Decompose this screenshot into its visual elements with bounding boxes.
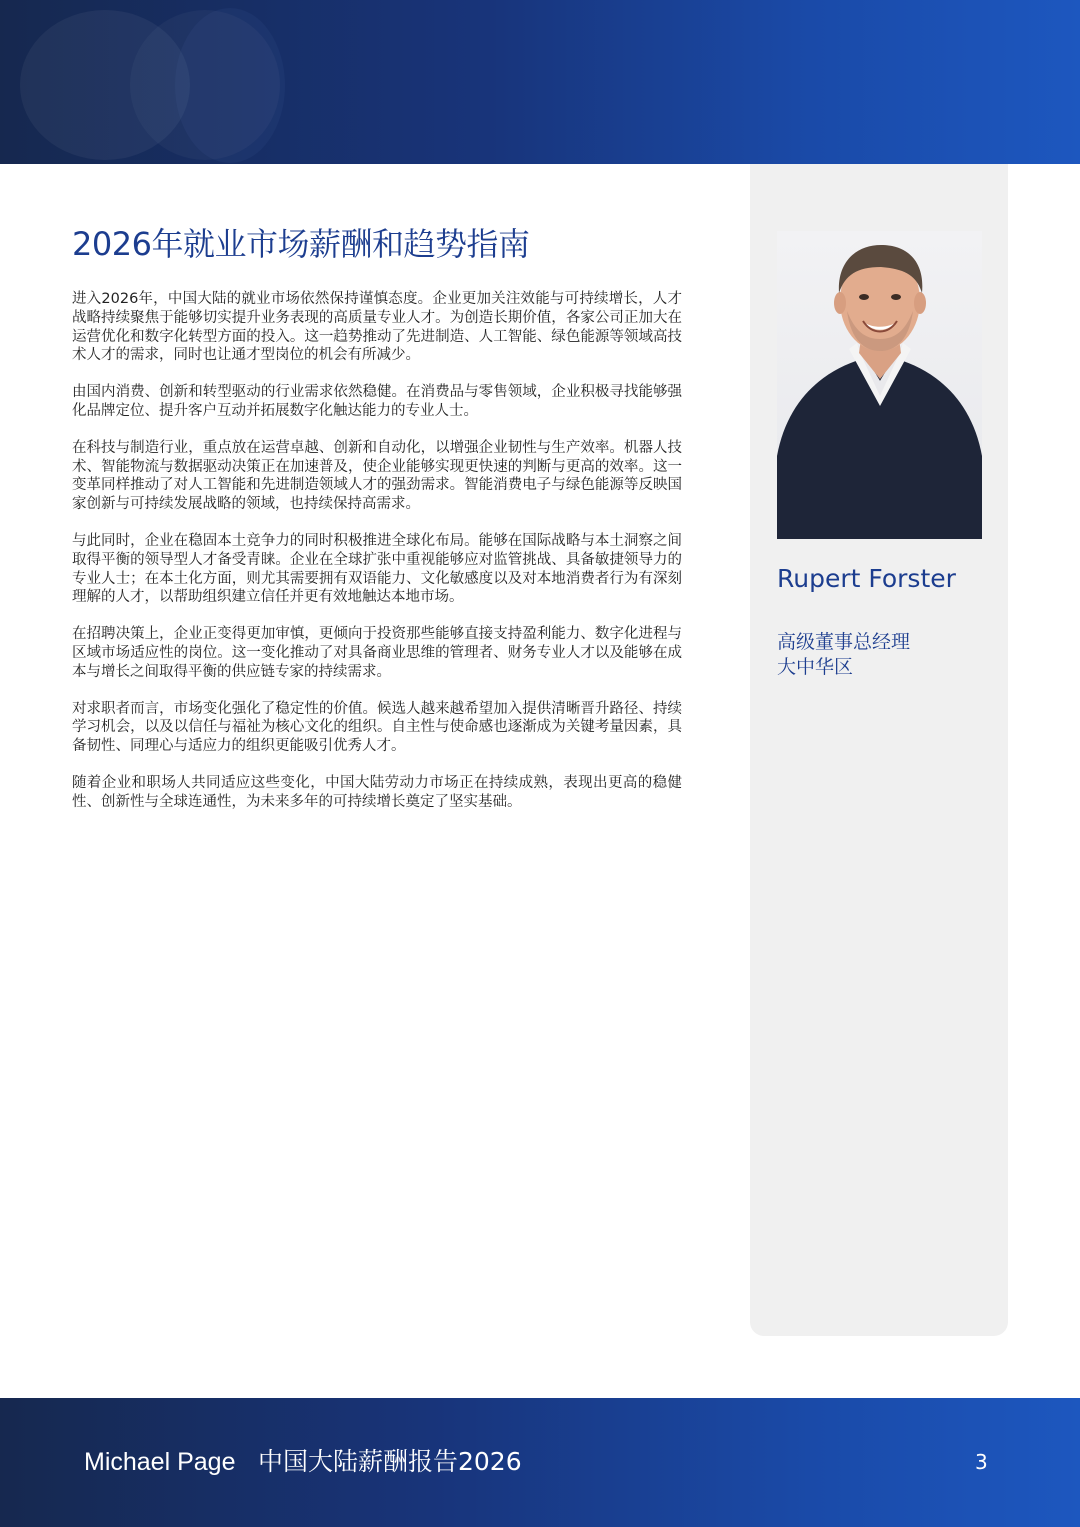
page-number: 3 xyxy=(975,1450,988,1474)
paragraph: 随着企业和职场人共同适应这些变化，中国大陆劳动力市场正在持续成熟，表现出更高的稳健性、创新性与全球连通性，为未来多年的可持续增长奠定了坚实基础。 xyxy=(72,774,682,810)
paragraph: 进入2026年，中国大陆的就业市场依然保持谨慎态度。企业更加关注效能与可持续增长，人才战略持续聚焦于能够切实提升业务表现的高质量专业人才。为创造长期价值，各家公司正加大在运营优化和数字化转型方面的投入。这一趋势推动了先进制造、人工智能、绿色能源等领域高技术人才的需求，同时也让通才型岗位的机会有所减少。 xyxy=(72,291,682,364)
footer-brand: Michael Page xyxy=(84,1448,236,1476)
paragraph: 在招聘决策上，企业正变得更加审慎，更倾向于投资那些能够直接支持盈利能力、数字化进程与区域市场适应性的岗位。这一变化推动了对具备商业思维的管理者、财务专业人才以及能够在成本与增长之间取得平衡的供应链专家的持续需求。 xyxy=(72,626,682,680)
author-portrait xyxy=(777,231,982,539)
footer-band xyxy=(0,1398,1080,1527)
author-role: 高级董事总经理 xyxy=(777,631,911,653)
page-title: 2026年就业市场薪酬和趋势指南 xyxy=(72,225,530,263)
author-sidebar xyxy=(750,164,1008,1336)
header-band xyxy=(0,0,1080,164)
paragraph: 对求职者而言，市场变化强化了稳定性的价值。候选人越来越希望加入提供清晰晋升路径、持续学习机会，以及以信任与福祉为核心文化的组织。自主性与使命感也逐渐成为关键考量因素，具备韧性、同理心与适应力的组织更能吸引优秀人才。 xyxy=(72,700,682,755)
body-text xyxy=(72,290,682,812)
main-content xyxy=(72,220,682,830)
paragraph: 由国内消费、创新和转型驱动的行业需求依然稳健。在消费品与零售领域，企业积极寻找能够强化品牌定位、提升客户互动并拓展数字化触达能力的专业人士。 xyxy=(72,384,682,419)
author-region: 大中华区 xyxy=(777,656,854,678)
paragraph: 与此同时，企业在稳固本土竞争力的同时积极推进全球化布局。能够在国际战略与本土洞察之间取得平衡的领导型人才备受青睐。企业在全球扩张中重视能够应对监管挑战、具备敏捷领导力的专业人士；在本土化方面，则尤其需要拥有双语能力、文化敏感度以及对本地消费者行为有深刻理解的人才，以帮助组织建立信任并更有效地触达本地市场。 xyxy=(72,532,682,606)
author-name: Rupert Forster xyxy=(777,564,956,593)
author-title xyxy=(777,630,910,680)
decorative-circle xyxy=(175,8,285,163)
paragraph: 在科技与制造行业，重点放在运营卓越、创新和自动化，以增强企业韧性与生产效率。机器人技术、智能物流与数据驱动决策正在加速普及，使企业能够实现更快速的判断与更高的效率。这一变革同样推动了对人工智能和先进制造领域人才的强劲需求。智能消费电子与绿色能源等反映国家创新与可持续发展战略的领域，也持续保持高需求。 xyxy=(72,439,682,513)
footer-report-title: 中国大陆薪酬报告2026 xyxy=(258,1447,522,1476)
